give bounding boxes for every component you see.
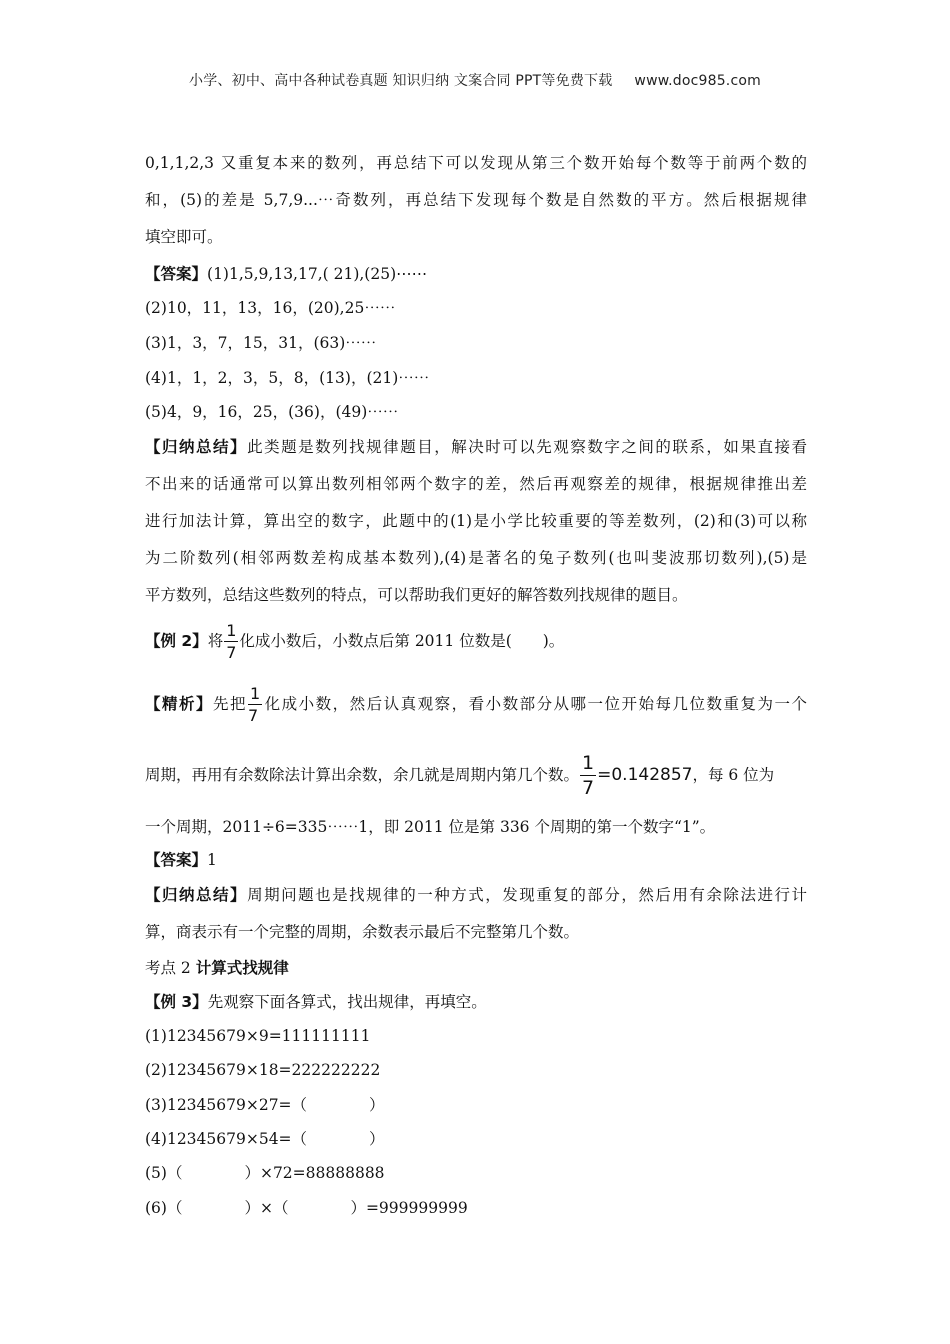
summary1-text1: 此类题是数列找规律题目，解决时可以先观察数字之间的联系，如果直接看 bbox=[247, 438, 807, 456]
summary1-line2: 不出来的话通常可以算出数列相邻两个数字的差，然后再观察差的规律，根据规律推出差 bbox=[145, 475, 807, 493]
analysis2-pre: 先把 bbox=[212, 695, 247, 713]
analysis2-frac-num: 1 bbox=[249, 684, 261, 703]
section2-heading bbox=[145, 957, 807, 979]
analysis2-line2-pre: 周期，再用有余数除法计算出余数，余几就是周期内第几个数。 bbox=[145, 766, 580, 784]
answer1-item-5: (5)4，9，16，25，(36)，(49)⋯⋯ bbox=[145, 403, 399, 421]
summary2-label: 【归纳总结】 bbox=[145, 886, 248, 904]
example3-item-5: (5)（ ）×72=88888888 bbox=[145, 1164, 385, 1182]
summary2-text1: 周期问题也是找规律的一种方式，发现重复的部分，然后用有余除法进行计 bbox=[247, 886, 807, 904]
analysis2-line1 bbox=[145, 681, 807, 727]
analysis2-line3: 一个周期，2011÷6=335⋯⋯1，即 2011 位是第 336 个周期的第一个数字“1”。 bbox=[145, 818, 716, 836]
analysis2-frac-den: 7 bbox=[247, 706, 259, 725]
example3-item-2: (2)12345679×18=222222222 bbox=[145, 1061, 381, 1079]
answer1-item-1: (1)1,5,9,13,17,( 21),(25)⋯⋯ bbox=[207, 265, 428, 283]
example3-text: 先观察下面各算式，找出规律，再填空。 bbox=[207, 993, 487, 1011]
summary1-line4: 为二阶数列(相邻两数差构成基本数列),(4)是著名的兔子数列(也叫斐波那切数列),(5)是 bbox=[145, 549, 807, 567]
section2-title: 计算式找规律 bbox=[195, 959, 289, 977]
example2-post: 化成小数后，小数点后第 2011 位数是( )。 bbox=[239, 632, 565, 650]
header-title: 小学、初中、高中各种试卷真题 知识归纳 文案合同 PPT等免费下载 bbox=[189, 73, 613, 89]
answer1-line1 bbox=[145, 263, 807, 285]
example3-item-4: (4)12345679×54=（ ） bbox=[145, 1130, 385, 1148]
analysis2-line2-frac-den: 7 bbox=[582, 777, 595, 799]
answer1-item-4: (4)1，1，2，3，5，8，(13)，(21)⋯⋯ bbox=[145, 369, 430, 387]
page-header bbox=[0, 70, 950, 90]
analysis2-line2-frac-num: 1 bbox=[582, 752, 595, 774]
analysis2-post: 化成小数，然后认真观察，看小数部分从哪一位开始每几位数重复为一个 bbox=[263, 695, 807, 713]
summary1-line3: 进行加法计算，算出空的数字，此题中的(1)是小学比较重要的等差数列，(2)和(3)可以称 bbox=[145, 512, 807, 530]
answer1-label: 【答案】 bbox=[145, 265, 208, 283]
example3-item-3: (3)12345679×27=（ ） bbox=[145, 1096, 385, 1114]
example3-label: 【例 3】 bbox=[145, 993, 208, 1011]
analysis1-line2: 和，(5)的差是 5,7,9...⋯奇数列，再总结下发现每个数是自然数的平方。然后根据规律 bbox=[145, 191, 807, 209]
header-site-link[interactable]: www.doc985.com bbox=[634, 73, 761, 89]
example2-frac-den: 7 bbox=[226, 643, 237, 662]
answer1-item-3: (3)1，3，7，15，31，(63)⋯⋯ bbox=[145, 334, 377, 352]
summary1-line1 bbox=[145, 436, 807, 458]
analysis2-line2-post: ，每 6 位为 bbox=[692, 766, 775, 784]
example3-item-1: (1)12345679×9=111111111 bbox=[145, 1027, 371, 1045]
analysis1-line1: 0,1,1,2,3 又重复本来的数列，再总结下可以发现从第三个数开始每个数等于前两个数的 bbox=[145, 154, 807, 172]
example2-fraction bbox=[224, 623, 238, 661]
answer2-value: 1 bbox=[207, 851, 217, 869]
example2-frac-num: 1 bbox=[226, 621, 237, 640]
summary2-line1 bbox=[145, 884, 807, 906]
analysis2-line2 bbox=[145, 752, 807, 798]
summary1-line5: 平方数列，总结这些数列的特点，可以帮助我们更好的解答数列找规律的题目。 bbox=[145, 586, 688, 604]
analysis1-line3: 填空即可。 bbox=[145, 228, 223, 246]
example3-item-6: (6)（ ）×（ ）=999999999 bbox=[145, 1199, 468, 1217]
answer2-label: 【答案】 bbox=[145, 851, 208, 869]
section2-prefix: 考点 2 bbox=[145, 959, 196, 977]
answer1-item-2: (2)10，11，13，16，(20),25⋯⋯ bbox=[145, 299, 396, 317]
answer2-line bbox=[145, 849, 807, 871]
analysis2-label: 【精析】 bbox=[145, 695, 213, 713]
example2-line bbox=[145, 618, 807, 664]
example2-label: 【例 2】 bbox=[145, 632, 208, 650]
example2-pre: 将 bbox=[207, 632, 224, 650]
example3-line bbox=[145, 991, 807, 1013]
summary1-label: 【归纳总结】 bbox=[145, 438, 248, 456]
summary2-line2: 算，商表示有一个完整的周期，余数表示最后不完整第几个数。 bbox=[145, 923, 580, 941]
analysis2-line2-fraction bbox=[580, 754, 596, 798]
analysis2-line2-eq: =0.142857 bbox=[597, 765, 693, 785]
analysis2-fraction bbox=[248, 686, 262, 724]
